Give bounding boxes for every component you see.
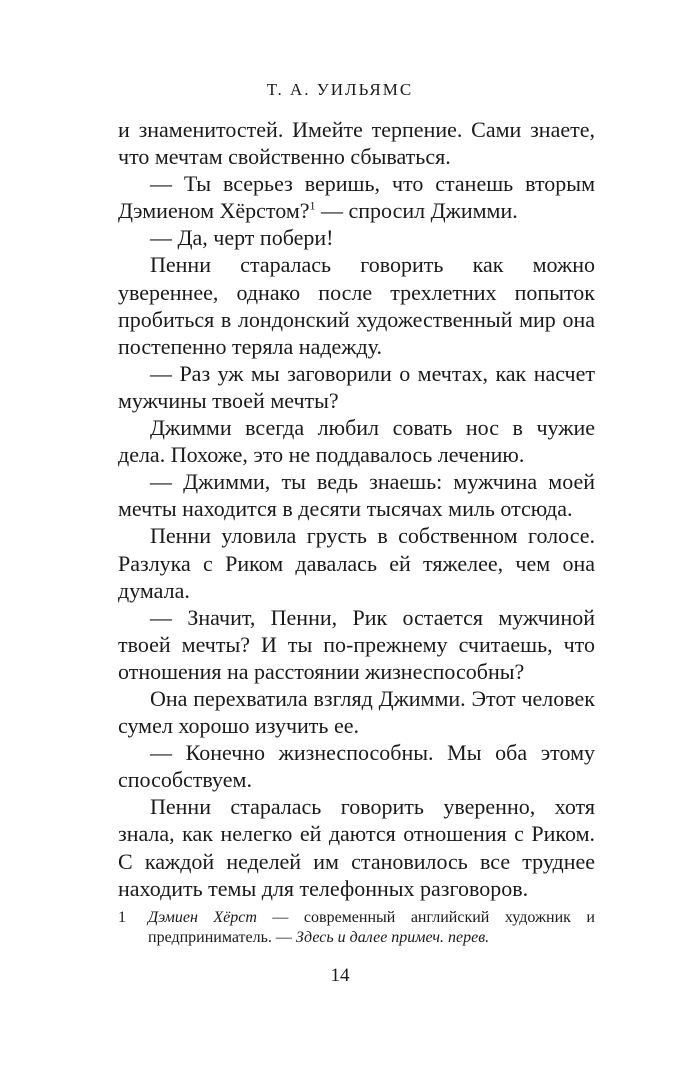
paragraph: — Раз уж мы заговорили о мечтах, как насчет мужчины твоей мечты?	[118, 360, 595, 413]
footnote-number: 1	[118, 909, 126, 926]
paragraph: — Джимми, ты ведь знаешь: мужчина моей мечты находится в десяти тысячах миль отсюда.	[118, 469, 595, 522]
footnote-text: — современный английский художник и предприниматель. —	[148, 909, 595, 946]
dialogue-text: — спросил Джимми.	[315, 198, 518, 224]
footnote-body	[148, 908, 595, 948]
dialogue-text: — Ты всерьез веришь, что станешь вторым Дэмиеном Хёрстом?	[118, 171, 595, 224]
body-text	[118, 116, 595, 902]
paragraph: Пенни старалась говорить уверенно, хотя знала, как нелегко ей даются отношения с Риком. С каждой неделей им становилось все труднее находить темы для телефонных разговоров.	[118, 794, 595, 901]
paragraph: и знаменитостей. Имейте терпение. Сами знаете, что мечтам свойственно сбываться.	[118, 117, 595, 170]
page-number: 14	[330, 965, 350, 986]
paragraph	[118, 170, 595, 224]
footnote-ref: 1	[309, 198, 316, 213]
running-head: Т. А. УИЛЬЯМС	[266, 80, 414, 99]
paragraph: Пенни уловила грусть в собственном голосе. Разлука с Риком давалась ей тяжелее, чем она думала.	[118, 523, 595, 603]
footnote-note: Здесь и далее примеч. перев.	[295, 929, 490, 946]
paragraph: — Значит, Пенни, Рик остается мужчиной твоей мечты? И ты по-прежнему считаешь, что отношения на расстоянии жизнеспособны?	[118, 604, 595, 684]
paragraph: Пенни старалась говорить как можно увереннее, однако после трехлетних попыток пробиться в лондонский художественный мир она постепенно теряла надежду.	[118, 252, 595, 359]
paragraph: Она перехватила взгляд Джимми. Этот человек сумел хорошо изучить ее.	[118, 685, 595, 739]
paragraph: Джимми всегда любил совать нос в чужие дела. Похоже, это не поддавалось лечению.	[118, 415, 595, 468]
footnote	[118, 908, 595, 948]
paragraph: — Да, черт побери!	[150, 225, 334, 251]
paragraph: — Конечно жизнеспособны. Мы оба этому способствуем.	[118, 740, 595, 793]
footnote-name: Дэмиен Хёрст	[148, 909, 257, 926]
